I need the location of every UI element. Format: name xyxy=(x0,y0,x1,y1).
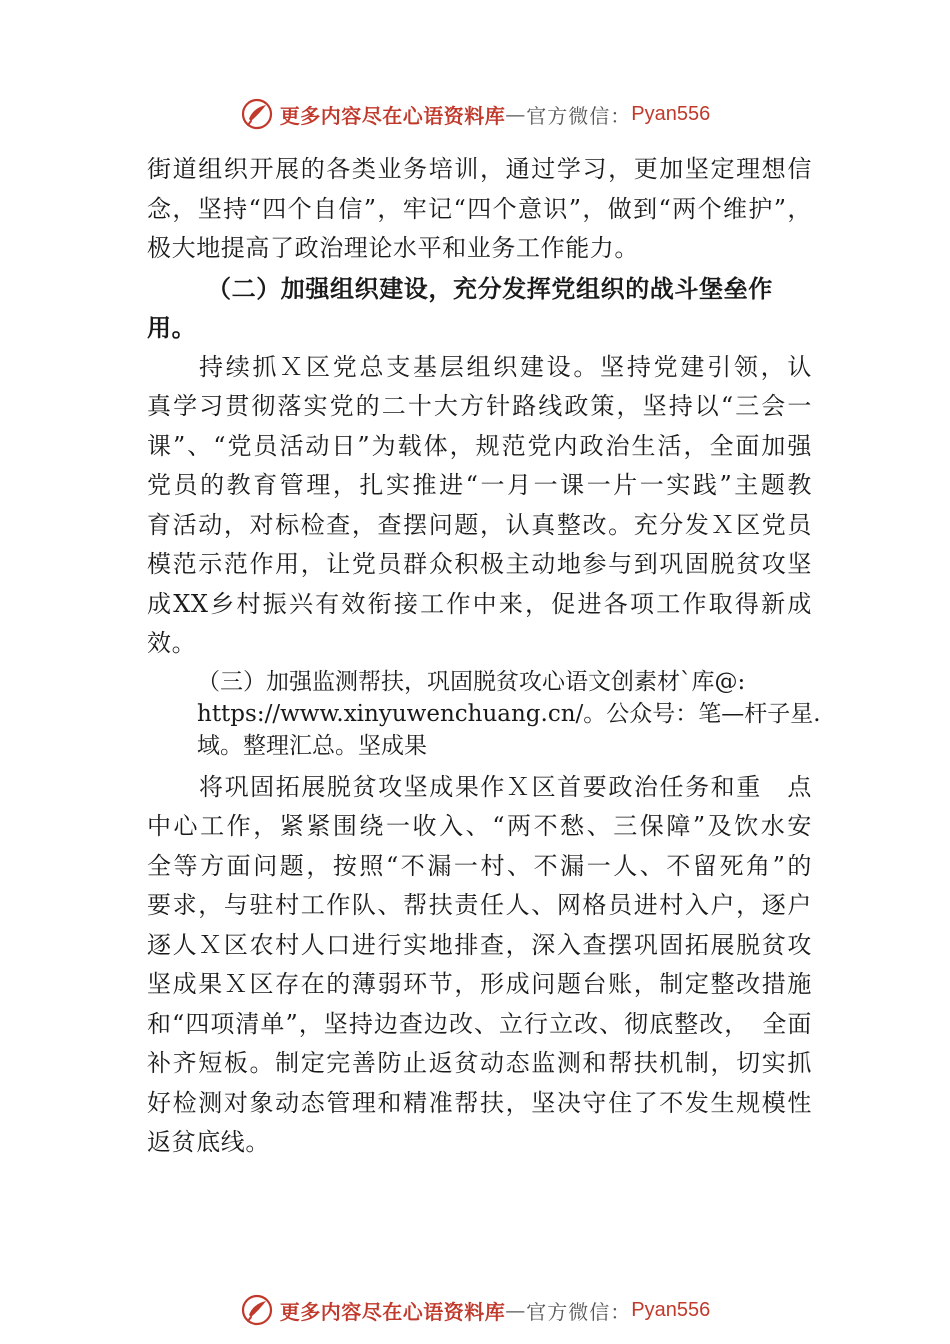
heading-line: 域。整理汇总。坚成果 xyxy=(197,732,427,759)
text-line: 育活动，对标检查，查摆问题，认真整改。充分发Ｘ区党员 xyxy=(147,510,812,539)
text-line: 要求，与驻村工作队、帮扶责任人、网格员进村入户，逐户 xyxy=(147,891,812,919)
text-line: 街道组织开展的各类业务培训，通过学习，更加坚定理想信 xyxy=(147,155,812,183)
banner-title: 更多内容尽在心语资料库 xyxy=(279,103,506,128)
text-line: 和“四项清单”，坚持边查边改、立行立改、彻底整改， 全面 xyxy=(147,1009,812,1038)
banner-title: 更多内容尽在心语资料库 xyxy=(279,1299,506,1324)
section-heading-2 xyxy=(147,269,812,348)
section-heading-3 xyxy=(147,664,821,762)
heading-line: 用。 xyxy=(147,313,197,342)
paragraph-organization xyxy=(147,348,812,664)
text-line: 念，坚持“四个自信”，牢记“四个意识”，做到“两个维护”， xyxy=(147,194,812,223)
text-line: 补齐短板。制定完善防止返贫动态监测和帮扶机制，切实抓 xyxy=(147,1049,812,1077)
text-line: 模范示范作用，让党员群众积极主动地参与到巩固脱贫攻坚 xyxy=(147,550,812,578)
banner-wechat-label: 官方微信： xyxy=(526,103,632,128)
text-line: 全等方面问题，按照“不漏一村、不漏一人、不留死角”的 xyxy=(147,851,812,880)
banner-dash: — xyxy=(505,102,527,126)
text-line: 成XX乡村振兴有效衔接工作中来，促进各项工作取得新成 xyxy=(147,589,812,618)
text-line: 极大地提高了政治理论水平和业务工作能力。 xyxy=(147,234,639,262)
banner-dash: — xyxy=(505,1298,527,1322)
text-line: 好检测对象动态管理和精准帮扶，坚决守住了不发生规模性 xyxy=(147,1088,812,1117)
banner-wechat-id: Pyan556 xyxy=(631,1298,711,1321)
text-line: 持续抓Ｘ区党总支基层组织建设。坚持党建引领，认 xyxy=(199,352,812,381)
text-line: 返贫底线。 xyxy=(147,1128,270,1156)
logo-icon xyxy=(240,97,274,131)
text-line: 坚成果Ｘ区存在的薄弱环节，形成问题台账，制定整改措施 xyxy=(147,970,812,998)
header-banner xyxy=(0,94,950,134)
document-body xyxy=(147,150,821,1163)
heading-line: （三）加强监测帮扶，巩固脱贫攻心语文创素材`库@: xyxy=(197,668,746,695)
text-line: 课”、“党员活动日”为载体，规范党内政治生活，全面加强 xyxy=(147,431,812,460)
text-line: 逐人Ｘ区农村人口进行实地排查，深入查摆巩固拓展脱贫攻 xyxy=(147,930,812,959)
heading-url-line: https://www.xinyuwenchuang.cn/。公众号：笔—杆子星. xyxy=(197,700,821,727)
text-line: 中心工作，紧紧围绕一收入、“两不愁、三保障”及饮水安 xyxy=(147,812,812,840)
text-line: 效。 xyxy=(147,629,197,657)
paragraph-training xyxy=(147,150,812,269)
text-line: 将巩固拓展脱贫攻坚成果作Ｘ区首要政治任务和重 点 xyxy=(199,772,812,801)
logo-icon xyxy=(240,1293,274,1327)
heading-line: （二）加强组织建设，充分发挥党组织的战斗堡垒作 xyxy=(207,273,773,303)
paragraph-monitoring xyxy=(147,768,812,1163)
banner-wechat-id: Pyan556 xyxy=(631,102,711,125)
footer-banner xyxy=(0,1290,950,1330)
text-line: 党员的教育管理，扎实推进“一月一课一片一实践”主题教 xyxy=(147,471,812,499)
text-line: 真学习贯彻落实党的二十大方针路线政策，坚持以“三会一 xyxy=(147,392,812,420)
banner-wechat-label: 官方微信： xyxy=(526,1299,632,1324)
